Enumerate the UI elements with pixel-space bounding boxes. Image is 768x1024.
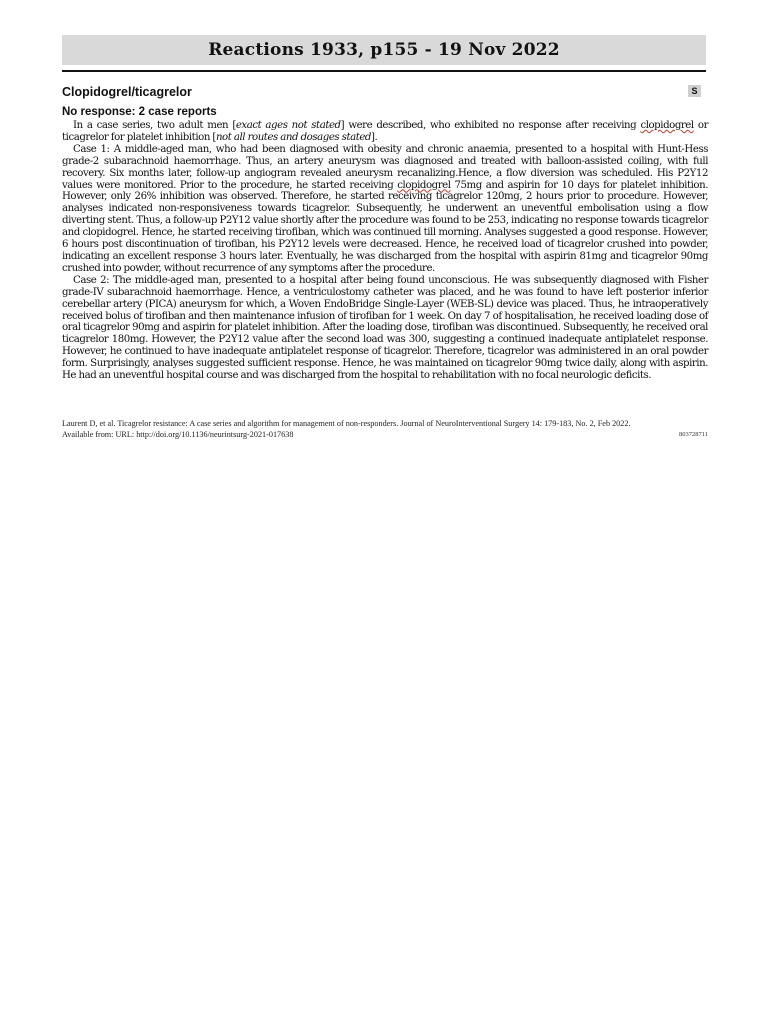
header-bar <box>62 35 706 65</box>
reference-id: 803728711 <box>678 431 708 438</box>
header-divider <box>62 70 706 72</box>
reference <box>62 418 708 440</box>
reference-url[interactable]: Available from: URL: http://doi.org/10.1136/neurintsurg-2021-017638 <box>62 430 294 439</box>
drug-name-link[interactable]: clopidogrel <box>640 120 694 131</box>
reference-citation: Laurent D, et al. Ticagrelor resistance: A case series and algorithm for management of non-responders. Journal of NeuroInterventional Surgery 14: 179-183, No. 2, Feb 2022. <box>62 419 631 428</box>
intro-paragraph: In a case series, two adult men [exact ages not stated] were described, who exhibited no response after receiving clopidogrel or ticagrelor for platelet inhibition [not all routes and dosages stated]. <box>62 120 708 143</box>
page-title: Reactions 1933, p155 - 19 Nov 2022 <box>208 40 560 60</box>
drug-name-link[interactable]: clopidogrel <box>397 179 451 191</box>
article-body <box>62 120 708 382</box>
article-title: Clopidogrel/ticagrelor <box>62 85 192 99</box>
case1-paragraph: Case 1: A middle-aged man, who had been diagnosed with obesity and chronic anaemia, presented to a hospital with Hunt-Hess grade-2 subarachnoid haemorrhage. Thus, an artery aneurysm was diagnosed and treated with balloon-assisted coiling, with full recovery. Six months later, follow-up angiogram revealed aneurysm recanalizing.Hence, a flow diversion was scheduled. His P2Y12 values were monitored. Prior to the procedure, he started receiving clopidogrel 75mg and aspirin for 10 days for platelet inhibition. However, only 26% inhibition was observed. Therefore, he started receiving ticagrelor 120mg, 2 hours prior to procedure. However, analyses indicated non-responsiveness towards ticagrelor. Subsequently, he underwent an uneventful embolisation using a flow diverting stent. Thus, a follow-up P2Y12 value shortly after the procedure was found to be 253, indicating no response towards ticagrelor and clopidogrel. Hence, he started receiving tirofiban, which was continued till morning. Analyses suggested a good response. However, 6 hours post discontinuation of tirofiban, his P2Y12 levels were decreased. Hence, he received load of ticagrelor crushed into powder, indicating an excellent response 3 hours later. Eventually, he was discharged from the hospital with aspirin 81mg and ticagrelor 90mg crushed into powder, without recurrence of any symptoms after the procedure. <box>62 143 708 274</box>
article-subheading: No response: 2 case reports <box>62 106 217 118</box>
seriousness-badge: S <box>688 85 701 97</box>
case2-paragraph: Case 2: The middle-aged man, presented to a hospital after being found unconscious. He was subsequently diagnosed with Fisher grade-IV subarachnoid haemorrhage. Hence, a ventriculostomy catheter was placed, and he was found to have left posterior inferior cerebellar artery (PICA) aneurysm for which, a Woven EndoBridge Single-Layer (WEB-SL) device was placed. Thus, he intraoperatively received bolus of tirofiban and then maintenance infusion of tirofiban for 1 week. On day 7 of hospitalisation, he received loading dose of oral ticagrelor 90mg and aspirin for platelet inhibition. After the loading dose, tirofiban was discontinued. Subsequently, he received oral ticagrelor 180mg. However, the P2Y12 value after the second load was 300, suggesting a continued inadequate antiplatelet response. However, he continued to have inadequate antiplatelet response of ticagrelor. Therefore, ticagrelor was administered in an oral powder form. Surprisingly, analyses suggested sufficient response. Hence, he was maintained on ticagrelor 90mg twice daily, along with aspirin. He had an uneventful hospital course and was discharged from the hospital to rehabilitation with no focal neurologic deficits. <box>62 274 708 382</box>
